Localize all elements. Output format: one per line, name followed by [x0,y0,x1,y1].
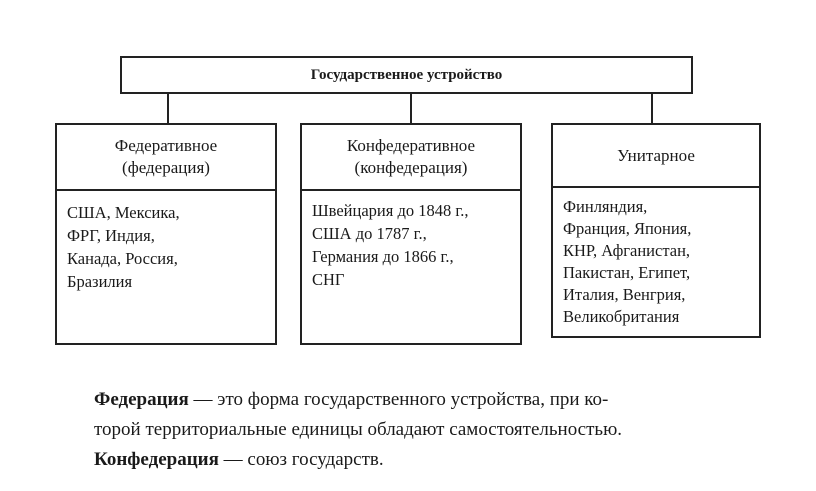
definition-confederation [94,445,774,475]
list-item: СНГ [312,270,345,289]
definitions-block [94,385,774,475]
list-item: КНР, Афганистан, [563,241,691,260]
heading-line: (конфедерация) [354,158,468,177]
definition-text: — союз государств. [218,449,384,470]
column-unitary [551,123,761,338]
definition-term: Федерация [94,389,189,410]
definition-federation-continued [94,415,774,445]
connector-middle [410,94,412,124]
column-unitary-list [553,188,759,328]
definition-term: Конфедерация [94,449,219,470]
list-item: Франция, Япония, [563,219,692,238]
connector-right [651,94,653,124]
list-item: Канада, Россия, [67,249,178,268]
diagram-root-box [120,56,693,94]
list-item: Бразилия [67,272,133,291]
column-unitary-heading [553,125,759,188]
heading-line: Федеративное [114,136,218,155]
column-confederation-list [302,191,520,291]
column-confederation [300,123,522,345]
heading-line: Конфедеративное [346,136,476,155]
definition-text: торой территориальные единицы обладают самостоятельностью. [94,419,623,440]
diagram-root-label: Государственное устройство [310,66,503,83]
list-item: Финляндия, [563,197,648,216]
column-confederation-heading [302,125,520,191]
heading-line: (федерация) [122,158,210,177]
column-federation [55,123,277,345]
list-item: Пакистан, Египет, [563,263,691,282]
list-item: ФРГ, Индия, [67,226,155,245]
list-item: США, Мексика, [67,203,180,222]
definition-text: — это форма государственного устройства, при ко- [188,389,609,410]
column-federation-heading [57,125,275,191]
list-item: Швейцария до 1848 г., [312,201,469,220]
list-item: Италия, Венгрия, [563,285,686,304]
list-item: США до 1787 г., [312,224,427,243]
list-item: Германия до 1866 г., [312,247,454,266]
connector-left [167,94,169,124]
heading-line: Унитарное [617,145,695,165]
list-item: Великобритания [563,307,680,326]
definition-federation [94,385,774,415]
column-federation-list [57,191,275,293]
